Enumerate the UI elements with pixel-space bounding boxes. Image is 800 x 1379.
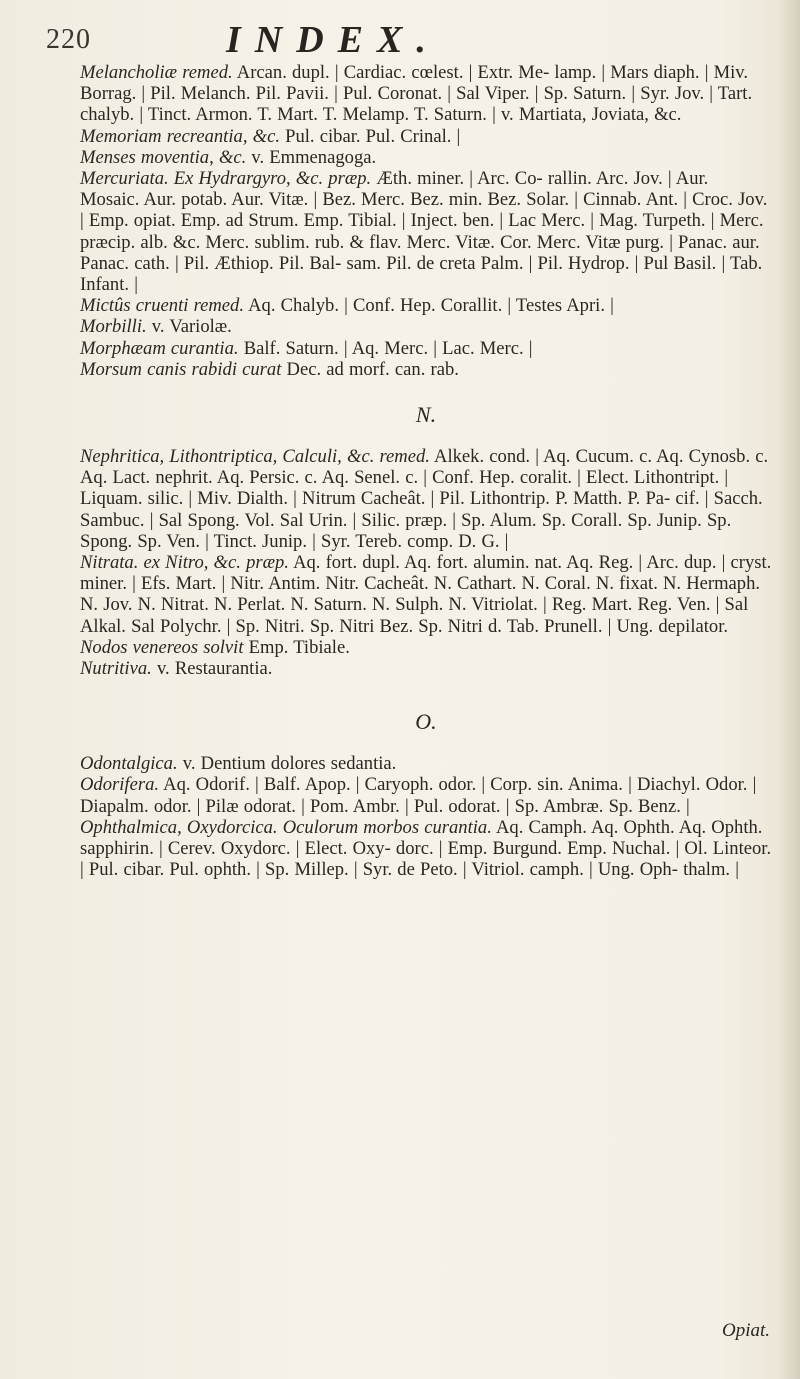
entry-text: Æth. miner. | Arc. Co- rallin. Arc. Jov. | Aur. Mosaic. Aur. potab. Aur. Vitæ. | Bez. Merc. Bez. min. Bez. Solar. | Cinnab. Ant. | Croc. Jov. | Emp. opiat. Emp. ad Strum. Emp. Tibial. | Inject. ben. | Lac Merc. | Mag. Turpeth. | Merc. præcip. alb. &c. Merc. sublim. rub. & flav. Merc. Vitæ. Cor. Merc. Vitæ purg. | Panac. aur. Panac. cath. | Pil. Æthiop. Pil. Bal- sam. Pil. de creta Palm. | Pil. Hydrop. | Pul Basil. | Tab. Infant. |: [80, 168, 768, 296]
running-head: [46, 18, 772, 62]
entry-text: Pul. cibar. Pul. Crinal. |: [279, 125, 461, 147]
entry-heading: Nephritica, Lithontriptica, Calculi, &c. remed.: [80, 446, 430, 468]
index-entry: [80, 62, 772, 126]
index-entry: [80, 658, 772, 679]
entry-text: v. Dentium dolores sedantia.: [177, 753, 397, 775]
section-letter: N.: [415, 402, 437, 428]
entry-heading: Morphæam curantia.: [80, 337, 239, 359]
entry-text: v. Restaurantia.: [151, 658, 273, 680]
entry-text: Dec. ad morf. can. rab.: [281, 358, 459, 380]
index-section: [80, 402, 772, 679]
entry-heading: Melancholiæ remed.: [80, 62, 233, 83]
index-entry: [80, 316, 772, 337]
entry-heading: Nitrata. ex Nitro, &c. præp.: [80, 552, 289, 574]
entry-text: Balf. Saturn. | Aq. Merc. | Lac. Merc. |: [238, 337, 533, 359]
entry-text: Aq. Chalyb. | Conf. Hep. Corallit. | Testes Apri. |: [244, 295, 614, 317]
index-entry: [80, 359, 772, 380]
entry-text: Emp. Tibiale.: [243, 636, 350, 658]
entry-heading: Mercuriata. Ex Hydrargyro, &c. præp.: [80, 168, 372, 190]
page-spine-shadow: [778, 0, 800, 1379]
index-entry: [80, 168, 772, 295]
index-entry: [80, 774, 772, 816]
index-entry: [80, 637, 772, 658]
entry-heading: Ophthalmica, Oxydorcica. Oculorum morbos curantia.: [80, 816, 492, 838]
index-entry: [80, 446, 772, 552]
page-number: 220: [46, 24, 91, 55]
index-section: [80, 62, 772, 380]
entry-heading: Odorifera.: [80, 774, 160, 796]
index-entry: [80, 552, 772, 637]
entry-heading: Morsum canis rabidi curat: [80, 358, 282, 380]
index-entry: [80, 295, 772, 316]
index-sections: [80, 62, 772, 881]
entry-text: Alkek. cond. | Aq. Cucum. c. Aq. Cynosb. c. Aq. Lact. nephrit. Aq. Persic. c. Aq. Senel. c. | Conf. Hep. coralit. | Elect. Lithontript. | Liquam. silic. | Miv. Dialth. | Nitrum Cacheât. | Pil. Lithontrip. P. Matth. P. Pa- cif. | Sacch. Sambuc. | Sal Spong. Vol. Sal Urin. | Silic. præp. | Sp. Alum. Sp. Corall. Sp. Junip. Sp. Spong. Sp. Ven. | Tinct. Junip. | Syr. Tereb. comp. D. G. |: [80, 446, 769, 552]
entry-text: Aq. Odorif. | Balf. Apop. | Caryoph. odor. | Corp. sin. Anima. | Diachyl. Odor. | Diapalm. odor. | Pilæ odorat. | Pom. Ambr. | Pul. odorat. | Sp. Ambræ. Sp. Benz. |: [80, 774, 757, 817]
entry-heading: Nutritiva.: [80, 658, 152, 680]
entry-heading: Mictûs cruenti remed.: [80, 295, 244, 317]
catchword: Opiat.: [721, 1320, 770, 1341]
entry-heading: Morbilli.: [80, 316, 147, 338]
entry-text: v. Emmenagoga.: [246, 146, 377, 168]
index-section: [80, 709, 772, 880]
entry-text: Arcan. dupl. | Cardiac. cœlest. | Extr. Me- lamp. | Mars diaph. | Miv. Borrag. | Pil. Melanch. Pil. Pavii. | Pul. Coronat. | Sal Viper. | Sp. Saturn. | Syr. Jov. | Tart. chalyb. | Tinct. Armon. T. Mart. T. Melamp. T. Saturn. | v. Martiata, Joviata, &c.: [80, 62, 753, 126]
entry-heading: Odontalgica.: [80, 753, 178, 775]
index-entry: [80, 338, 772, 359]
section-letter: O.: [415, 709, 437, 735]
entry-heading: Menses moventia, &c.: [80, 146, 247, 168]
entry-text: v. Variolæ.: [146, 316, 232, 338]
index-entry: [80, 147, 772, 168]
index-entry: [80, 817, 772, 881]
entry-heading: Memoriam recreantia, &c.: [80, 125, 280, 147]
entry-text: Aq. Camph. Aq. Ophth. Aq. Ophth. sapphirin. | Cerev. Oxydorc. | Elect. Oxy- dorc. | Emp. Burgund. Emp. Nuchal. | Ol. Linteor. | Pul. cibar. Pul. ophth. | Sp. Millep. | Syr. de Peto. | Vitriol. camph. | Ung. Oph- thalm. |: [80, 816, 772, 881]
entry-heading: Nodos venereos solvit: [80, 636, 244, 658]
entry-text: Aq. fort. dupl. Aq. fort. alumin. nat. Aq. Reg. | Arc. dup. | cryst. miner. | Efs. Mart. | Nitr. Antim. Nitr. Cacheât. N. Cathart. N. Coral. N. fixat. N. Hermaph. N. Jov. N. Nitrat. N. Perlat. N. Saturn. N. Sulph. N. Vitriolat. | Reg. Mart. Reg. Ven. | Sal Alkal. Sal Polychr. | Sp. Nitri. Sp. Nitri Bez. Sp. Nitri d. Tab. Prunell. | Ung. depilator.: [80, 552, 772, 637]
page-title: INDEX.: [226, 19, 440, 61]
index-entry: [80, 753, 772, 774]
index-entry: [80, 126, 772, 147]
